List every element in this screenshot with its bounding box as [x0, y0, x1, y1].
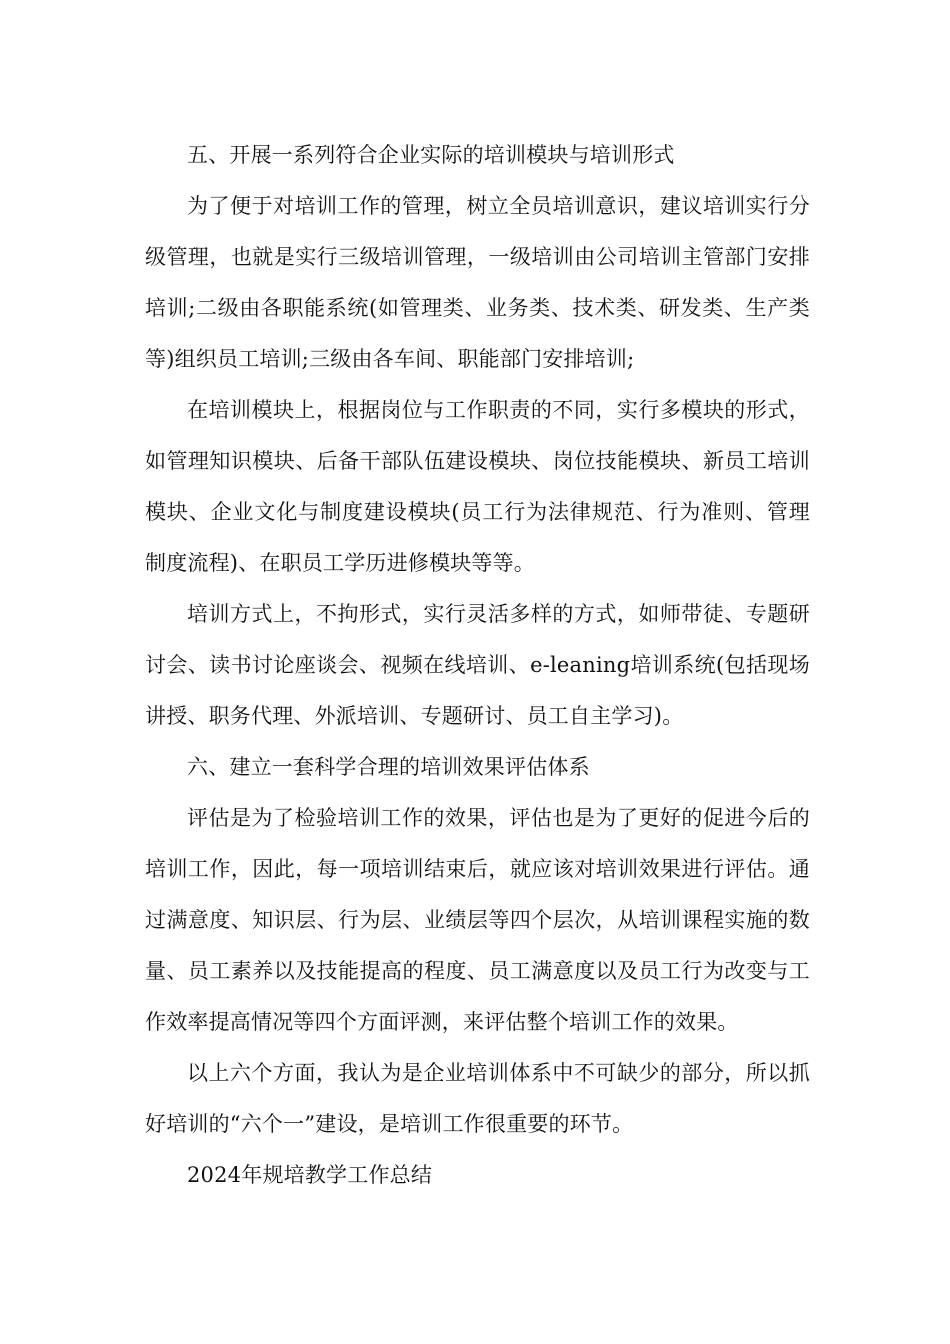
section-5-heading: 五、开展一系列符合企业实际的培训模块与培训形式: [187, 143, 675, 167]
conclusion-paragraph: 以上六个方面，我认为是企业培训体系中不可缺少的部分，所以抓好培训的“六个一”建设，是培训工作很重要的环节。: [145, 1061, 810, 1136]
section-6-paragraph-1: 评估是为了检验培训工作的效果，评估也是为了更好的促进今后的培训工作，因此，每一项培训结束后，就应该对培训效果进行评估。通过满意度、知识层、行为层、业绩层等四个层次，从培训课程实施的数量、员工素养以及技能提高的程度、员工满意度以及员工行为改变与工作效率提高情况等四个方面评测，来评估整个培训工作的效果。: [145, 806, 810, 1034]
section-5-paragraph-1: 为了便于对培训工作的管理，树立全员培训意识，建议培训实行分级管理，也就是实行三级培训管理，一级培训由公司培训主管部门安排培训;二级由各职能系统(如管理类、业务类、技术类、研发类、生产类等)组织员工培训;三级由各车间、职能部门安排培训;: [145, 194, 810, 371]
section-5-paragraph-2: 在培训模块上，根据岗位与工作职责的不同，实行多模块的形式，如管理知识模块、后备干部队伍建设模块、岗位技能模块、新员工培训模块、企业文化与制度建设模块(员工行为法律规范、行为准则、管理制度流程)、在职员工学历进修模块等等。: [145, 398, 810, 575]
next-document-title: 2024年规培教学工作总结: [187, 1163, 433, 1187]
document-body: [145, 130, 810, 1201]
section-6-heading: 六、建立一套科学合理的培训效果评估体系: [187, 755, 590, 779]
section-5-paragraph-3: 培训方式上，不拘形式，实行灵活多样的方式，如师带徒、专题研讨会、读书讨论座谈会、视频在线培训、e-leaning培训系统(包括现场讲授、职务代理、外派培训、专题研讨、员工自主学习)。: [145, 602, 810, 728]
